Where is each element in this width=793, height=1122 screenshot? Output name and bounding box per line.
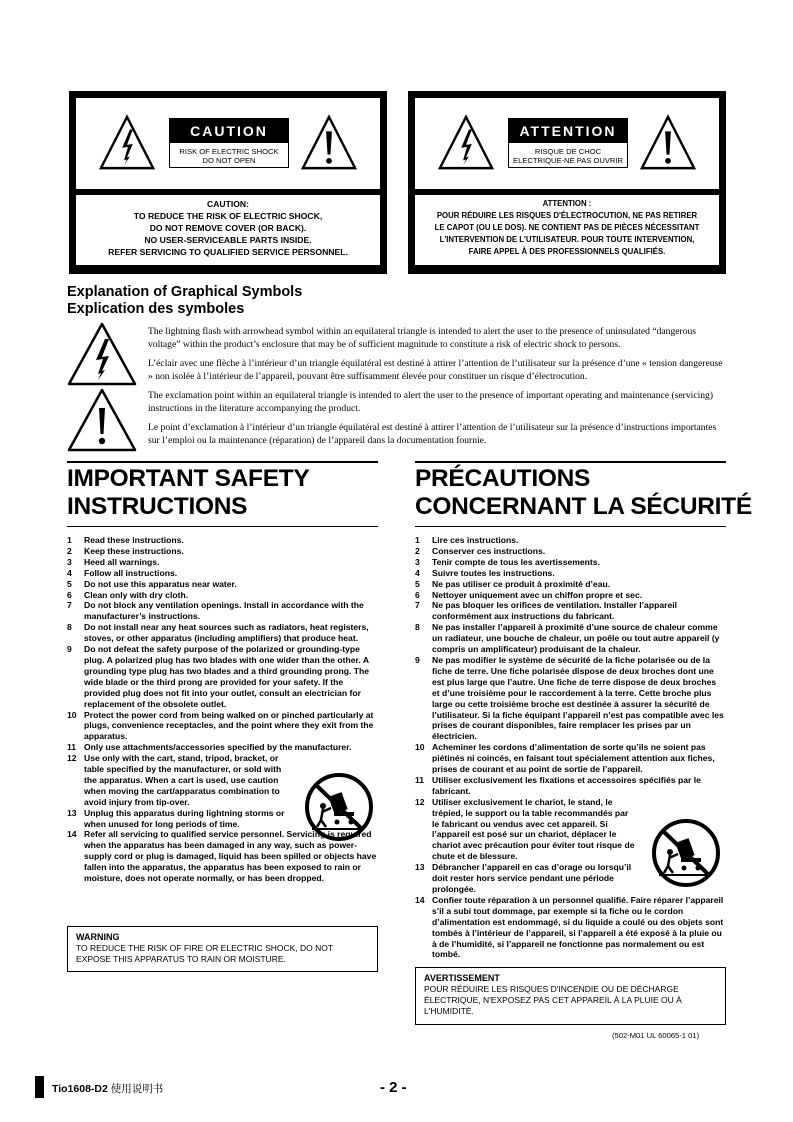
item-number: 2 [415, 545, 420, 556]
footer-marker [35, 1076, 44, 1098]
divider [415, 526, 726, 527]
item-number: 13 [67, 807, 77, 818]
caution-line: CAUTION: [206, 199, 249, 209]
item-text: Ne pas utiliser ce produit à proximité d’eau. [432, 578, 611, 589]
list-item [415, 775, 726, 797]
list-item [67, 557, 377, 568]
item-number: 6 [67, 589, 72, 600]
caution-text-panel [76, 195, 380, 265]
divider [67, 526, 378, 527]
item-text: Protect the power cord from being walked on or pinched particularly at plugs, convenience receptacles, and the point where they exit from the apparatus. [84, 709, 374, 742]
list-item [67, 622, 377, 644]
warning-title: WARNING [76, 932, 120, 942]
list-item [67, 546, 377, 557]
list-item [67, 579, 377, 590]
explanation-heading-fr: Explication des symboles [67, 301, 245, 317]
item-text: Follow all instructions. [84, 567, 178, 578]
warning-box-fr [415, 967, 726, 1025]
item-text: Lire ces instructions. [432, 535, 519, 545]
item-number: 10 [415, 742, 425, 753]
item-text: Débrancher l’appareil en cas d’orage ou lorsqu’il doit rester hors service pendant une période prolongée. [432, 862, 632, 894]
item-number: 5 [415, 578, 420, 589]
item-number: 11 [415, 774, 425, 785]
caution-sub-line: RISQUE DE CHOC [534, 147, 602, 156]
item-text: Do not install near any heat sources such as radiators, heat registers, stoves, or other apparatus (including amplifiers) that produce heat. [84, 622, 369, 644]
exclamation-symbol-icon [67, 388, 137, 452]
item-number: 7 [415, 600, 420, 611]
item-number: 7 [67, 600, 72, 611]
item-text: Utiliser exclusivement les fixations et accessoires spécifiés par le fabricant. [432, 774, 701, 796]
explanation-heading-en: Explanation of Graphical Symbols [67, 284, 303, 300]
item-number: 4 [67, 567, 72, 578]
item-text: Tenir compte de tous les avertissements. [432, 556, 600, 567]
warning-box-en [67, 926, 378, 972]
item-number: 14 [67, 829, 77, 840]
reference-code: (502-M01 UL 60065-1 01) [612, 1031, 700, 1040]
list-item [415, 600, 726, 622]
lightning-warning-icon [437, 114, 495, 172]
exclamation-warning-icon [300, 114, 358, 172]
item-number: 9 [415, 654, 420, 665]
caution-sub-line: DO NOT OPEN [202, 156, 256, 165]
footer-doc-title [52, 1081, 163, 1096]
lightning-symbol-icon [67, 322, 137, 386]
item-text: Do not block any ventilation openings. Install in accordance with the manufacturer’s instructions. [84, 600, 364, 622]
caution-title-box [508, 118, 628, 168]
exclamation-warning-icon [639, 114, 697, 172]
item-number: 1 [415, 535, 420, 545]
warning-text: POUR RÉDUIRE LES RISQUES D'INCENDIE OU DE DÉCHARGE ÉLECTRIQUE, N'EXPOSEZ PAS CET APPAREIL À LA PLUIE OU À L'HUMIDITÉ. [424, 984, 682, 1016]
lightning-explanation-fr: L’éclair avec une flèche à l’intérieur d’un triangle équilatéral est destiné à attirer l’attention de l’utilisateur sur la présence d’une « tension dangereuse » non isolée à l’intérieur de l’appareil, pouvant être suffisamment élevée pour constituer un risque d’électrocution. [148, 358, 723, 383]
safety-title-en: IMPORTANT SAFETY INSTRUCTIONS [67, 465, 310, 520]
item-text: Do not defeat the safety purpose of the polarized or grounding-type plug. A polarized plug has two blades with one wider than the other. A grounding type plug has two blades and a third grounding prong. The wide blade or the third prong are provided for your safety. If the provided plug does not fit into your outlet, consult an electrician for replacement of the obsolete outlet. [84, 644, 370, 709]
caution-title-box [169, 118, 289, 168]
list-item [415, 546, 726, 557]
lightning-explanation-en: The lightning flash with arrowhead symbol within an equilateral triangle is intended to alert the user to the presence of uninsulated “dangerous voltage” within the product’s enclosure that may be of sufficient magnitude to constitute a risk of electric shock to persons. [148, 326, 697, 351]
caution-sub-line: ELECTRIQUE-NE PAS OUVRIR [513, 156, 623, 165]
explanation-heading [67, 284, 302, 318]
item-text: Suivre toutes les instructions. [432, 567, 555, 578]
list-item [415, 590, 726, 601]
list-item [67, 742, 377, 753]
list-item [415, 655, 726, 742]
item-number: 1 [67, 535, 72, 545]
caution-box-fr [408, 91, 726, 274]
item-number: 11 [67, 742, 77, 753]
caution-sub-line: RISK OF ELECTRIC SHOCK [179, 147, 279, 156]
item-number: 10 [67, 709, 77, 720]
item-number: 3 [67, 556, 72, 567]
list-item [67, 568, 377, 579]
caution-text-panel [415, 195, 719, 265]
caution-top-panel [415, 98, 719, 189]
caution-line: L'INTERVENTION DE L'UTILISATEUR. POUR TOUTE INTERVENTION, [439, 235, 695, 244]
item-text: Keep these instructions. [84, 545, 184, 556]
list-item [415, 557, 726, 568]
caution-line: REFER SERVICING TO QUALIFIED SERVICE PERSONNEL. [108, 247, 348, 257]
item-text: Unplug this apparatus during lightning storms or when unused for long periods of time. [84, 807, 285, 829]
cart-warning-icon [304, 772, 374, 842]
warning-text: TO REDUCE THE RISK OF FIRE OR ELECTRIC SHOCK, DO NOT EXPOSE THIS APPARATUS TO RAIN OR MOISTURE. [76, 943, 333, 964]
divider [67, 461, 378, 463]
item-text: Do not use this apparatus near water. [84, 578, 237, 589]
warning-title: AVERTISSEMENT [424, 973, 500, 983]
item-text: Ne pas installer l’appareil à proximité d’une source de chaleur comme un radiateur, une bouche de chaleur, un poêle ou tout autre appareil (y compris un amplificateur) produisant de la chaleur. [432, 622, 720, 655]
item-number: 13 [415, 862, 425, 873]
item-text: Confier toute réparation à un personnel qualifié. Faire réparer l’appareil s’il a subi tout dommage, par exemple si la fiche ou le cordon d’alimentation est endommagé, si du liquide a coulé ou des objets sont tombés à l’intérieur de l’appareil, si l’appareil a été exposé à la pluie ou à de l’humidité, si l’appareil ne fonctionne pas normalement ou est tombé. [432, 894, 724, 960]
list-item [67, 590, 377, 601]
item-text: Acheminer les cordons d’alimentation de sorte qu’ils ne soient pas piétinés ni coincés, en faisant tout spécialement attention aux fiches, prises de courant et au point de sortie de l’appareil. [432, 742, 715, 775]
item-number: 14 [415, 894, 425, 905]
item-text: Clean only with dry cloth. [84, 589, 189, 600]
caution-box-en [69, 91, 387, 274]
safety-title-fr: PRÉCAUTIONS CONCERNANT LA SÉCURITÉ [415, 465, 752, 520]
item-text: Only use attachments/accessories specified by the manufacturer. [84, 742, 352, 753]
caution-line: DO NOT REMOVE COVER (OR BACK). [149, 223, 307, 233]
item-number: 4 [415, 567, 420, 578]
list-item [67, 600, 377, 622]
caution-line: ATTENTION : [542, 199, 592, 208]
item-number: 3 [415, 556, 420, 567]
list-item [415, 535, 726, 546]
divider [415, 461, 726, 463]
caution-line: LE CAPOT (OU LE DOS). NE CONTIENT PAS DE PIÈCES NÉCESSITANT [434, 223, 700, 232]
item-number: 6 [415, 589, 420, 600]
item-number: 5 [67, 578, 72, 589]
list-item [415, 579, 726, 590]
lightning-warning-icon [98, 114, 156, 172]
item-text: Conserver ces instructions. [432, 545, 546, 556]
item-text: Ne pas modifier le système de sécurité de la fiche polarisée ou de la fiche de terre. Une fiche polarisée dispose de deux broches dont une est plus large que l’autre. Une fiche de terre dispose de deux broches et d’une troisième pour le raccordement à la terre. Cette broche plus large ou cette troisième broche est destinée à assurer la sécurité de l’utilisateur. Si la fiche équipant l’appareil n’est pas compatible avec les prises de courant disponibles, faire remplacer les prises par un électricien. [432, 654, 724, 742]
item-number: 2 [67, 545, 72, 556]
list-item [67, 644, 377, 709]
item-number: 8 [67, 622, 72, 633]
caution-title: CAUTION [170, 119, 288, 143]
list-item [67, 535, 377, 546]
doc-code: Tio1608-D2 [52, 1083, 108, 1095]
caution-line: FAIRE APPEL À DES PROFESSIONNELS QUALIFIÉS. [468, 247, 666, 256]
item-text: Refer all servicing to qualified service personnel. Servicing is required when the apparatus has been damaged in any way, such as power-supply cord or plug is damaged, liquid has been spilled or objects have fallen into the apparatus, the apparatus has been exposed to rain or moisture, does not operate normally, or has been dropped. [84, 829, 377, 884]
exclamation-explanation-en: The exclamation point within an equilateral triangle is intended to alert the user to the presence of important operating and maintenance (servicing) instructions in the literature accompanying the product. [148, 390, 714, 415]
cart-warning-icon [651, 818, 721, 888]
item-text: Use only with the cart, stand, tripod, bracket, or table specified by the manufacturer, or sold with the apparatus. When a cart is used, use caution when moving the cart/apparatus combination to avoid injury from tip-over. [84, 753, 282, 807]
item-number: 8 [415, 622, 420, 633]
caution-line: NO USER-SERVICEABLE PARTS INSIDE. [144, 235, 312, 245]
list-item [415, 568, 726, 579]
item-text: Read these instructions. [84, 535, 184, 545]
list-item [415, 622, 726, 655]
list-item [415, 895, 726, 960]
list-item [415, 742, 726, 775]
caution-line: POUR RÉDUIRE LES RISQUES D'ÉLECTROCUTION, NE PAS RETIRER [436, 211, 698, 220]
safety-list-fr [415, 535, 726, 960]
page-number: - 2 - [380, 1079, 407, 1096]
doc-name: 使用说明书 [110, 1083, 164, 1095]
caution-title: ATTENTION [509, 119, 627, 143]
item-number: 12 [67, 753, 77, 764]
item-number: 9 [67, 644, 72, 655]
exclamation-explanation-fr: Le point d’exclamation à l’intérieur d’un triangle équilatéral est destiné à attirer l’attention de l’utilisateur sur la présence d’instructions importantes sur l’emploi ou la maintenance (réparation) de l’appareil dans la documentation fournie. [148, 422, 717, 447]
item-number: 12 [415, 796, 425, 807]
list-item [67, 710, 377, 743]
item-text: Heed all warnings. [84, 556, 160, 567]
item-text: Utiliser exclusivement le chariot, le stand, le trépied, le support ou la table recommandés par le fabricant ou vendus avec cet appareil. Si l’appareil est posé sur un chariot, déplacer le chariot avec précaution pour éviter tout risque de chute et de blessure. [432, 796, 635, 862]
item-text: Nettoyer uniquement avec un chiffon propre et sec. [432, 589, 643, 600]
caution-line: TO REDUCE THE RISK OF ELECTRIC SHOCK, [133, 211, 323, 221]
caution-top-panel [76, 98, 380, 189]
item-text: Ne pas bloquer les orifices de ventilation. Installer l’appareil conformément aux instructions du fabricant. [432, 600, 677, 622]
